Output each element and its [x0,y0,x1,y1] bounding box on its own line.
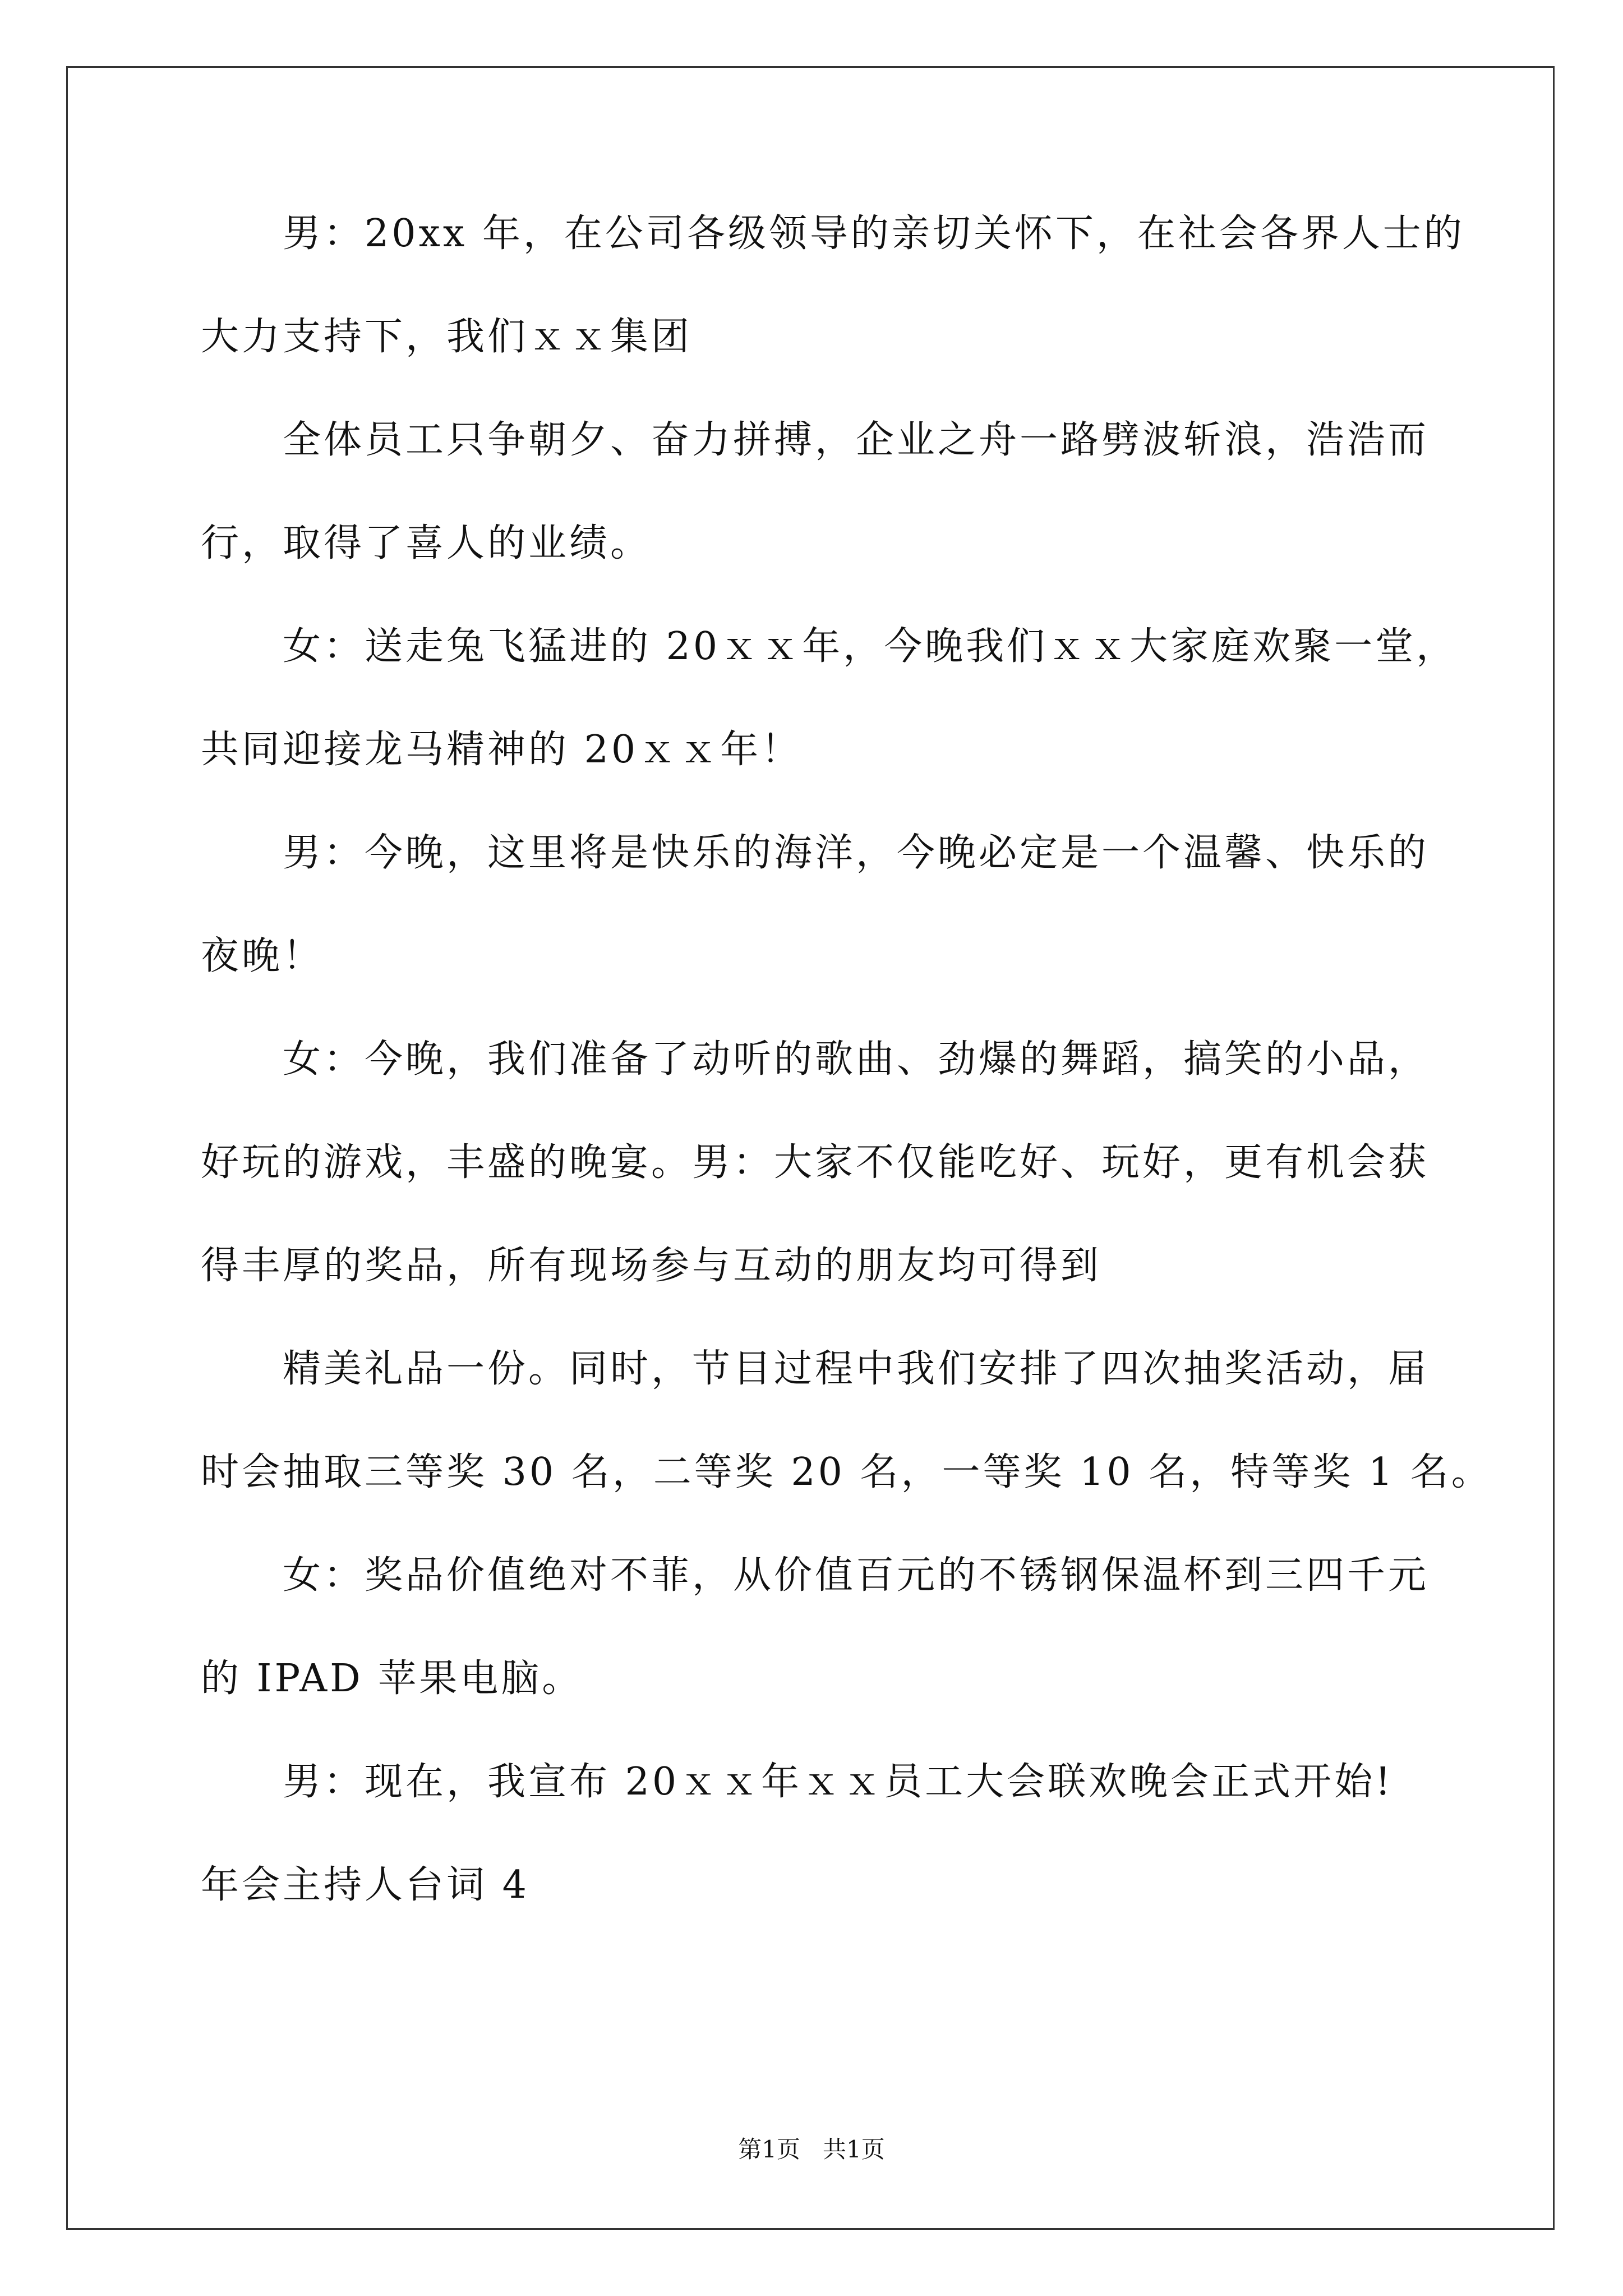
paragraph-3-line-2: 共同迎接龙马精神的 20ｘｘ年！ [201,728,803,772]
paragraph-6-line-2: 时会抽取三等奖 30 名，二等奖 20 名，一等奖 10 名，特等奖 1 名。 [201,1450,1492,1494]
section-heading: 年会主持人台词 4 [201,1863,529,1907]
paragraph-4-line-2: 夜晚！ [201,934,324,978]
paragraph-2-line-2: 行，取得了喜人的业绩。 [201,521,652,565]
paragraph-4-line-1: 男：今晚，这里将是快乐的海洋，今晚必定是一个温馨、快乐的 [283,831,1430,875]
paragraph-2-line-1: 全体员工只争朝夕、奋力拼搏，企业之舟一路劈波斩浪，浩浩而 [283,418,1430,462]
paragraph-6-line-1: 精美礼品一份。同时，节目过程中我们安排了四次抽奖活动，届 [283,1347,1430,1391]
paragraph-5-line-3: 得丰厚的奖品，所有现场参与互动的朋友均可得到 [201,1244,1102,1288]
paragraph-7-line-1: 女：奖品价值绝对不菲，从价值百元的不锈钢保温杯到三四千元 [283,1553,1430,1598]
document-body [201,208,1492,1912]
paragraph-3-line-1: 女：送走兔飞猛进的 20ｘｘ年，今晚我们ｘｘ大家庭欢聚一堂， [283,624,1458,669]
paragraph-5-line-1: 女：今晚，我们准备了动听的歌曲、劲爆的舞蹈，搞笑的小品， [283,1037,1430,1082]
paragraph-1-line-2: 大力支持下，我们ｘｘ集团 [201,315,693,359]
paragraph-1-line-1: 男：20xx 年，在公司各级领导的亲切关怀下，在社会各界人士的 [283,211,1465,256]
paragraph-5-line-2: 好玩的游戏，丰盛的晚宴。男：大家不仅能吃好、玩好，更有机会获 [201,1140,1430,1185]
paragraph-8-line-1: 男：现在，我宣布 20ｘｘ年ｘｘ员工大会联欢晚会正式开始! [283,1760,1394,1804]
paragraph-7-line-2: 的 IPAD 苹果电脑。 [201,1657,583,1701]
page-number-footer: 第1页 共1页 [738,2136,885,2163]
